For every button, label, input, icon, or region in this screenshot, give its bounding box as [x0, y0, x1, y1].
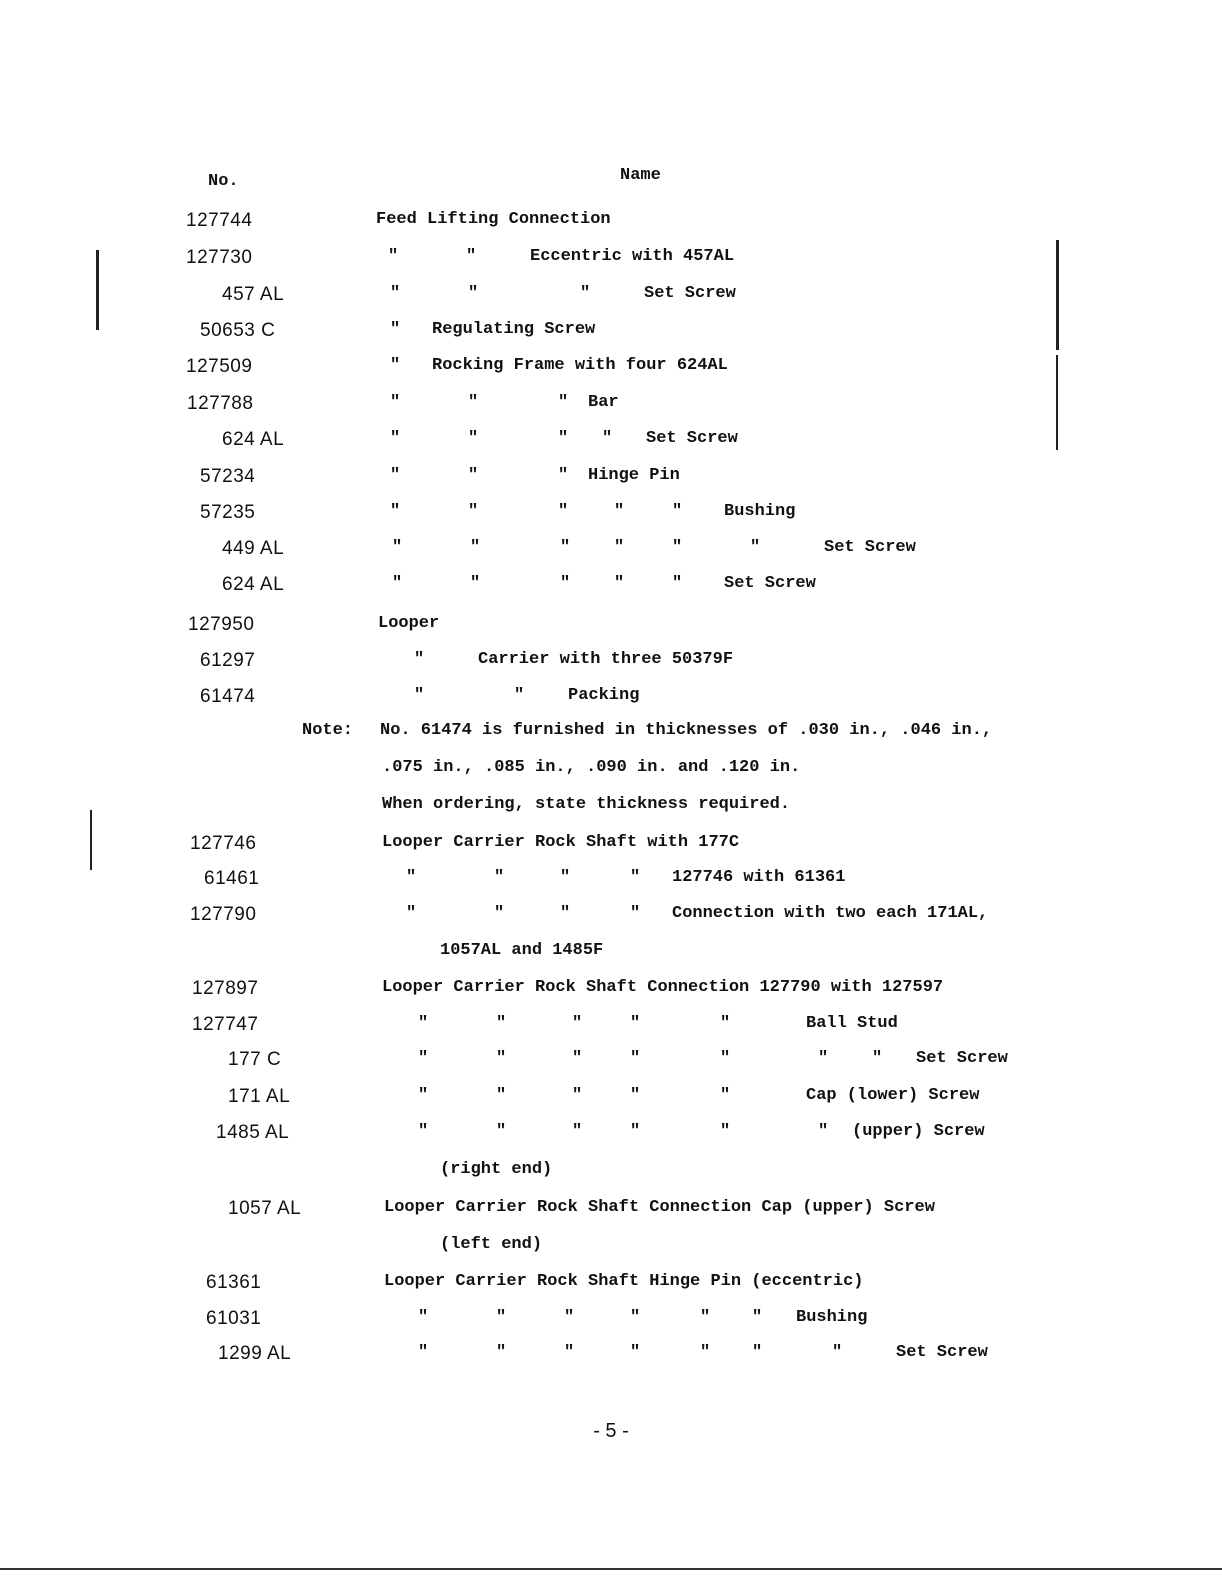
part-row	[0, 1160, 1222, 1186]
part-row	[0, 1049, 1222, 1075]
part-row	[0, 1308, 1222, 1334]
part-row	[0, 320, 1222, 346]
part-number: 624 AL	[222, 574, 285, 595]
part-name-text: Looper Carrier Rock Shaft with 177C	[382, 833, 740, 852]
part-name-text: (right end)	[440, 1160, 553, 1179]
part-number: 61297	[200, 650, 256, 671]
part-name-text: Rocking Frame with four 624AL	[432, 356, 728, 375]
part-row	[0, 868, 1222, 894]
part-row	[0, 574, 1222, 600]
part-number: 127747	[192, 1014, 259, 1035]
part-row	[0, 356, 1222, 382]
ditto-mark: "	[558, 466, 569, 485]
ditto-mark: "	[720, 1014, 731, 1033]
ditto-mark: "	[418, 1308, 429, 1327]
column-header-name: Name	[620, 166, 661, 185]
part-row	[0, 502, 1222, 528]
part-number: 1485 AL	[216, 1122, 290, 1143]
part-name-text: Eccentric with 457AL	[530, 247, 735, 266]
part-number: 61461	[204, 868, 260, 889]
ditto-mark: "	[630, 1343, 641, 1362]
part-number: 177 C	[228, 1049, 282, 1070]
ditto-mark: "	[558, 429, 569, 448]
ditto-mark: "	[496, 1014, 507, 1033]
part-name-text: .075 in., .085 in., .090 in. and .120 in.	[382, 758, 801, 777]
part-name-text: No. 61474 is furnished in thicknesses of .030 in., .046 in.,	[380, 721, 993, 740]
part-row	[0, 1014, 1222, 1040]
part-row	[0, 650, 1222, 676]
ditto-mark: "	[752, 1308, 763, 1327]
part-number: 57234	[200, 466, 256, 487]
ditto-mark: "	[630, 904, 641, 923]
part-name-text: Packing	[568, 686, 640, 705]
ditto-mark: "	[818, 1122, 829, 1141]
ditto-mark: "	[720, 1122, 731, 1141]
ditto-mark: "	[470, 574, 481, 593]
ditto-mark: "	[700, 1343, 711, 1362]
part-row	[0, 1198, 1222, 1224]
part-row	[0, 466, 1222, 492]
part-name-text: Set Screw	[896, 1343, 988, 1362]
ditto-mark: "	[390, 356, 401, 375]
ditto-mark: "	[630, 1086, 641, 1105]
scan-edge-left-2	[90, 810, 92, 870]
ditto-mark: "	[560, 574, 571, 593]
part-row	[0, 210, 1222, 236]
ditto-mark: "	[630, 1308, 641, 1327]
ditto-mark: "	[564, 1343, 575, 1362]
part-number: 127897	[192, 978, 259, 999]
ditto-mark: "	[496, 1308, 507, 1327]
ditto-mark: "	[468, 284, 479, 303]
part-number: 127950	[188, 614, 255, 635]
ditto-mark: "	[560, 868, 571, 887]
ditto-mark: "	[468, 429, 479, 448]
ditto-mark: "	[720, 1049, 731, 1068]
ditto-mark: "	[468, 466, 479, 485]
part-row	[0, 941, 1222, 967]
part-name-text: Bar	[588, 393, 619, 412]
ditto-mark: "	[514, 686, 525, 705]
part-row	[0, 284, 1222, 310]
part-number: 127744	[186, 210, 253, 231]
ditto-mark: "	[630, 1049, 641, 1068]
part-row	[0, 1235, 1222, 1261]
ditto-mark: "	[418, 1122, 429, 1141]
part-name-text: Looper	[378, 614, 440, 633]
part-row	[0, 904, 1222, 930]
ditto-mark: "	[418, 1014, 429, 1033]
part-number: 127788	[187, 393, 254, 414]
part-number: 171 AL	[228, 1086, 291, 1107]
ditto-mark: "	[672, 538, 683, 557]
scan-edge-right-2	[1056, 355, 1058, 450]
part-name-text: Looper Carrier Rock Shaft Connection 127790 with 127597	[382, 978, 944, 997]
part-number: 127730	[186, 247, 253, 268]
ditto-mark: "	[750, 538, 761, 557]
part-name-text: 127746 with 61361	[672, 868, 846, 887]
ditto-mark: "	[418, 1086, 429, 1105]
part-name-text: Regulating Screw	[432, 320, 596, 339]
ditto-mark: "	[832, 1343, 843, 1362]
part-number: 50653 C	[200, 320, 276, 341]
ditto-mark: "	[872, 1049, 883, 1068]
ditto-mark: "	[414, 686, 425, 705]
part-name-text: Hinge Pin	[588, 466, 680, 485]
scan-edge-left	[96, 250, 99, 330]
ditto-mark: "	[572, 1086, 583, 1105]
part-name-text: Bushing	[724, 502, 796, 521]
ditto-mark: "	[418, 1343, 429, 1362]
ditto-mark: "	[572, 1122, 583, 1141]
ditto-mark: "	[392, 574, 403, 593]
ditto-mark: "	[418, 1049, 429, 1068]
ditto-mark: "	[390, 393, 401, 412]
ditto-mark: "	[630, 1122, 641, 1141]
ditto-mark: "	[602, 429, 613, 448]
part-name-text: When ordering, state thickness required.	[382, 795, 791, 814]
part-row	[0, 429, 1222, 455]
part-name-text: Carrier with three 50379F	[478, 650, 734, 669]
part-row	[0, 247, 1222, 273]
part-row	[0, 833, 1222, 859]
part-name-text: Looper Carrier Rock Shaft Connection Cap (upper) Screw	[384, 1198, 935, 1217]
part-row	[0, 538, 1222, 564]
ditto-mark: "	[614, 502, 625, 521]
part-number: 127790	[190, 904, 257, 925]
ditto-mark: "	[390, 502, 401, 521]
ditto-mark: "	[818, 1049, 829, 1068]
ditto-mark: "	[560, 904, 571, 923]
part-row	[0, 1272, 1222, 1298]
part-number: 624 AL	[222, 429, 285, 450]
ditto-mark: "	[494, 868, 505, 887]
part-number: 61031	[206, 1308, 262, 1329]
part-name-text: Looper Carrier Rock Shaft Hinge Pin (eccentric)	[384, 1272, 864, 1291]
ditto-mark: "	[580, 284, 591, 303]
part-name-text: Connection with two each 171AL,	[672, 904, 989, 923]
ditto-mark: "	[496, 1086, 507, 1105]
part-row	[0, 1122, 1222, 1148]
part-number: 127509	[186, 356, 253, 377]
part-number: 61361	[206, 1272, 262, 1293]
part-number: 449 AL	[222, 538, 285, 559]
ditto-mark: "	[672, 574, 683, 593]
ditto-mark: "	[494, 904, 505, 923]
ditto-mark: "	[630, 868, 641, 887]
part-name-text: Set Screw	[724, 574, 816, 593]
ditto-mark: "	[406, 904, 417, 923]
ditto-mark: "	[700, 1308, 711, 1327]
part-row	[0, 614, 1222, 640]
part-name-text: (left end)	[440, 1235, 543, 1254]
scan-edge-right	[1056, 240, 1059, 350]
ditto-mark: "	[558, 393, 569, 412]
ditto-mark: "	[558, 502, 569, 521]
part-row	[0, 758, 1222, 784]
part-name-text: Set Screw	[646, 429, 738, 448]
part-name-text: Feed Lifting Connection	[376, 210, 611, 229]
ditto-mark: "	[390, 284, 401, 303]
ditto-mark: "	[752, 1343, 763, 1362]
part-name-text: Set Screw	[916, 1049, 1008, 1068]
part-name-text: Set Screw	[824, 538, 916, 557]
part-name-text: (upper) Screw	[852, 1122, 985, 1141]
ditto-mark: "	[470, 538, 481, 557]
bottom-scan-rule	[0, 1568, 1222, 1570]
part-row	[0, 1343, 1222, 1369]
part-name-text: 1057AL and 1485F	[440, 941, 604, 960]
part-row	[0, 978, 1222, 1004]
part-number: 61474	[200, 686, 256, 707]
part-number: 57235	[200, 502, 256, 523]
ditto-mark: "	[468, 502, 479, 521]
ditto-mark: "	[388, 247, 399, 266]
ditto-mark: "	[572, 1014, 583, 1033]
ditto-mark: "	[496, 1343, 507, 1362]
ditto-mark: "	[564, 1308, 575, 1327]
ditto-mark: "	[466, 247, 477, 266]
part-number: 127746	[190, 833, 257, 854]
ditto-mark: "	[614, 538, 625, 557]
ditto-mark: "	[406, 868, 417, 887]
ditto-mark: "	[390, 466, 401, 485]
ditto-mark: "	[414, 650, 425, 669]
ditto-mark: "	[614, 574, 625, 593]
ditto-mark: "	[496, 1049, 507, 1068]
ditto-mark: "	[496, 1122, 507, 1141]
ditto-mark: "	[672, 502, 683, 521]
part-name-text: Cap (lower) Screw	[806, 1086, 980, 1105]
ditto-mark: "	[572, 1049, 583, 1068]
ditto-mark: "	[630, 1014, 641, 1033]
part-number: 457 AL	[222, 284, 285, 305]
page-number: - 5 -	[593, 1420, 629, 1442]
part-name-text: Set Screw	[644, 284, 736, 303]
column-header-no: No.	[208, 172, 239, 191]
ditto-mark: "	[560, 538, 571, 557]
part-number: 1057 AL	[228, 1198, 302, 1219]
ditto-mark: "	[390, 429, 401, 448]
part-number: 1299 AL	[218, 1343, 292, 1364]
part-row	[0, 795, 1222, 821]
part-name-text: Ball Stud	[806, 1014, 898, 1033]
part-row	[0, 686, 1222, 712]
part-row	[0, 393, 1222, 419]
note-label: Note:	[302, 721, 354, 740]
part-row	[0, 1086, 1222, 1112]
part-name-text: Bushing	[796, 1308, 868, 1327]
ditto-mark: "	[468, 393, 479, 412]
ditto-mark: "	[392, 538, 403, 557]
ditto-mark: "	[390, 320, 401, 339]
part-row	[0, 721, 1222, 747]
ditto-mark: "	[720, 1086, 731, 1105]
